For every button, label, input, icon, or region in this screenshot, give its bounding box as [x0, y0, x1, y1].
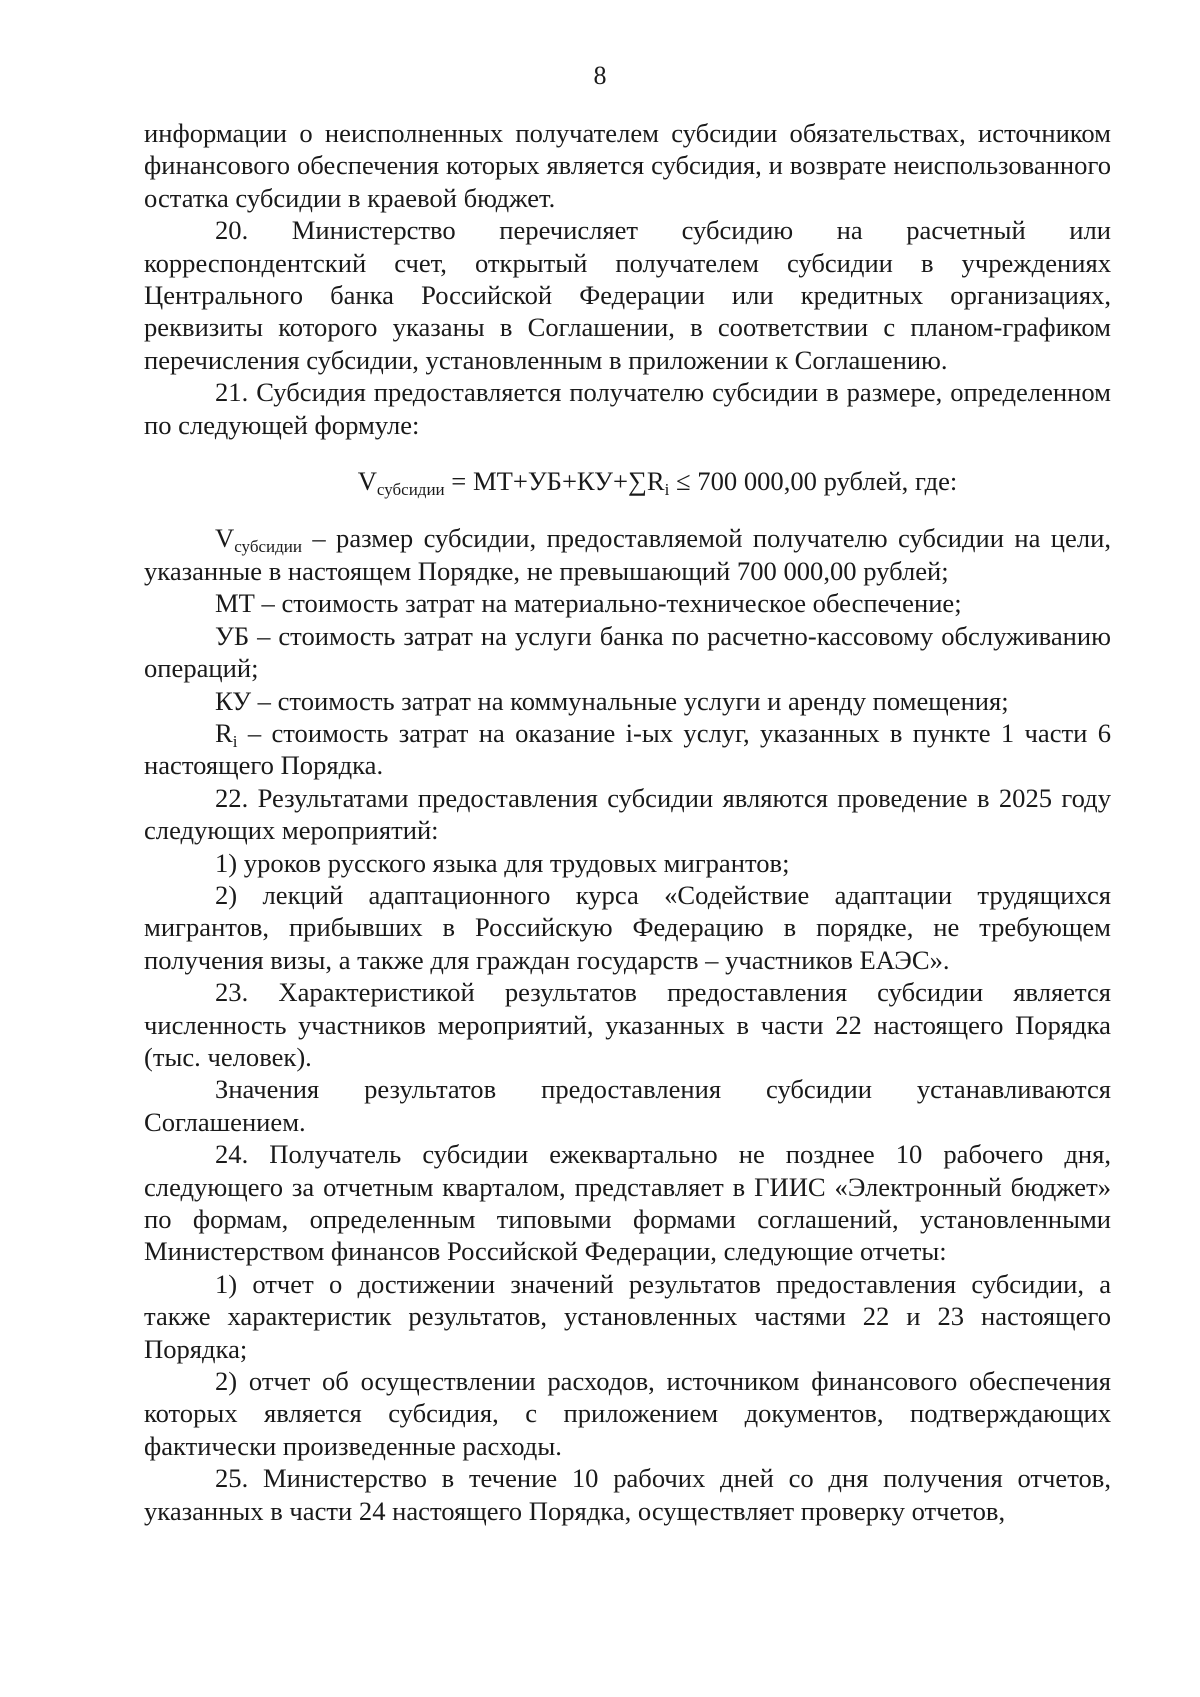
definition-mt: МТ – стоимость затрат на материально-техническое обеспечение;: [215, 588, 962, 619]
paragraph-23: 23. Характеристикой результатов предоставления субсидии является численность участников мероприятий, указанных в части 22 настоящего Порядка (тыс. человек).: [144, 977, 1111, 1072]
paragraph-24-item-2: 2) отчет об осуществлении расходов, источником финансового обеспечения которых является субсидия, с приложением документов, подтверждающих фактически произведенные расходы.: [144, 1366, 1111, 1461]
paragraph-22-item-2: 2) лекций адаптационного курса «Содействие адаптации трудящихся мигрантов, прибывших в Российскую Федерацию в порядке, не требующем получения визы, а также для граждан государств – участников ЕАЭС».: [144, 879, 1111, 975]
paragraph-24: 24. Получатель субсидии ежеквартально не позднее 10 рабочего дня, следующего за отчетным кварталом, представляет в ГИИС «Электронный бюджет» по формам, определенным типовыми формами соглашений, установленными Министерством финансов Российской Федерации, следующие отчеты:: [144, 1139, 1111, 1267]
paragraph-21: 21. Субсидия предоставляется получателю субсидии в размере, определенном по следующей формуле:: [144, 377, 1111, 440]
paragraph-22: 22. Результатами предоставления субсидии являются проведение в 2025 году следующих мероприятий:: [144, 782, 1111, 846]
definition-ri-text: – стоимость затрат на оказание i-ых услуг, указанных в пункте 1 части 6 настоящего Порядка.: [144, 717, 1111, 781]
definition-ri: [144, 717, 1111, 782]
definition-ri-subscript: i: [232, 731, 238, 751]
paragraph-23-values: Значения результатов предоставления субсидии устанавливаются Соглашением.: [144, 1074, 1111, 1137]
definition-v-subscript: субсидии: [234, 537, 302, 557]
formula-v-subscript: субсидии: [376, 480, 445, 500]
definition-ku: КУ – стоимость затрат на коммунальные услуги и аренду помещения;: [215, 685, 1009, 716]
formula-r-subscript: i: [664, 480, 670, 500]
paragraph-25: 25. Министерство в течение 10 рабочих дней со дня получения отчетов, указанных в части 24 настоящего Порядка, осуществляет проверку отчетов,: [144, 1463, 1111, 1526]
definition-v-text: – размер субсидии, предоставляемой получателю субсидии на цели, указанные в настоящем Порядке, не превышающий 700 000,00 рублей;: [144, 523, 1111, 586]
paragraph-24-item-1: 1) отчет о достижении значений результатов предоставления субсидии, а также характеристик результатов, установленных частями 22 и 23 настоящего Порядка;: [144, 1268, 1111, 1364]
paragraph-20: 20. Министерство перечисляет субсидию на расчетный или корреспондентский счет, открытый получателем субсидии в учреждениях Центрального банка Российской Федерации или кредитных организациях, реквизиты которого указаны в Соглашении, в соответствии с планом-графиком перечисления субсидии, установленным в приложении к Соглашению.: [144, 215, 1111, 375]
definition-ub: УБ – стоимость затрат на услуги банка по расчетно-кассовому обслуживанию операций;: [144, 620, 1111, 684]
paragraph-22-item-1: 1) уроков русского языка для трудовых мигрантов;: [215, 847, 790, 878]
formula-v: V: [357, 466, 377, 497]
document-body: [144, 117, 1111, 1527]
definition-ri-symbol: R: [215, 717, 233, 748]
formula-tail: ≤ 700 000,00 рублей, где:: [669, 466, 958, 497]
definition-v-symbol: V: [215, 523, 235, 554]
definition-v: [144, 522, 1111, 587]
paragraph-continuation: информации о неисполненных получателем субсидии обязательствах, источником финансового обеспечения которых является субсидия, и возврате неиспользованного остатка субсидии в краевой бюджет.: [144, 118, 1111, 213]
formula-expression: = МТ+УБ+КУ+∑R: [444, 466, 665, 497]
subsidy-formula: [144, 441, 1111, 522]
page-number: 8: [593, 61, 607, 90]
